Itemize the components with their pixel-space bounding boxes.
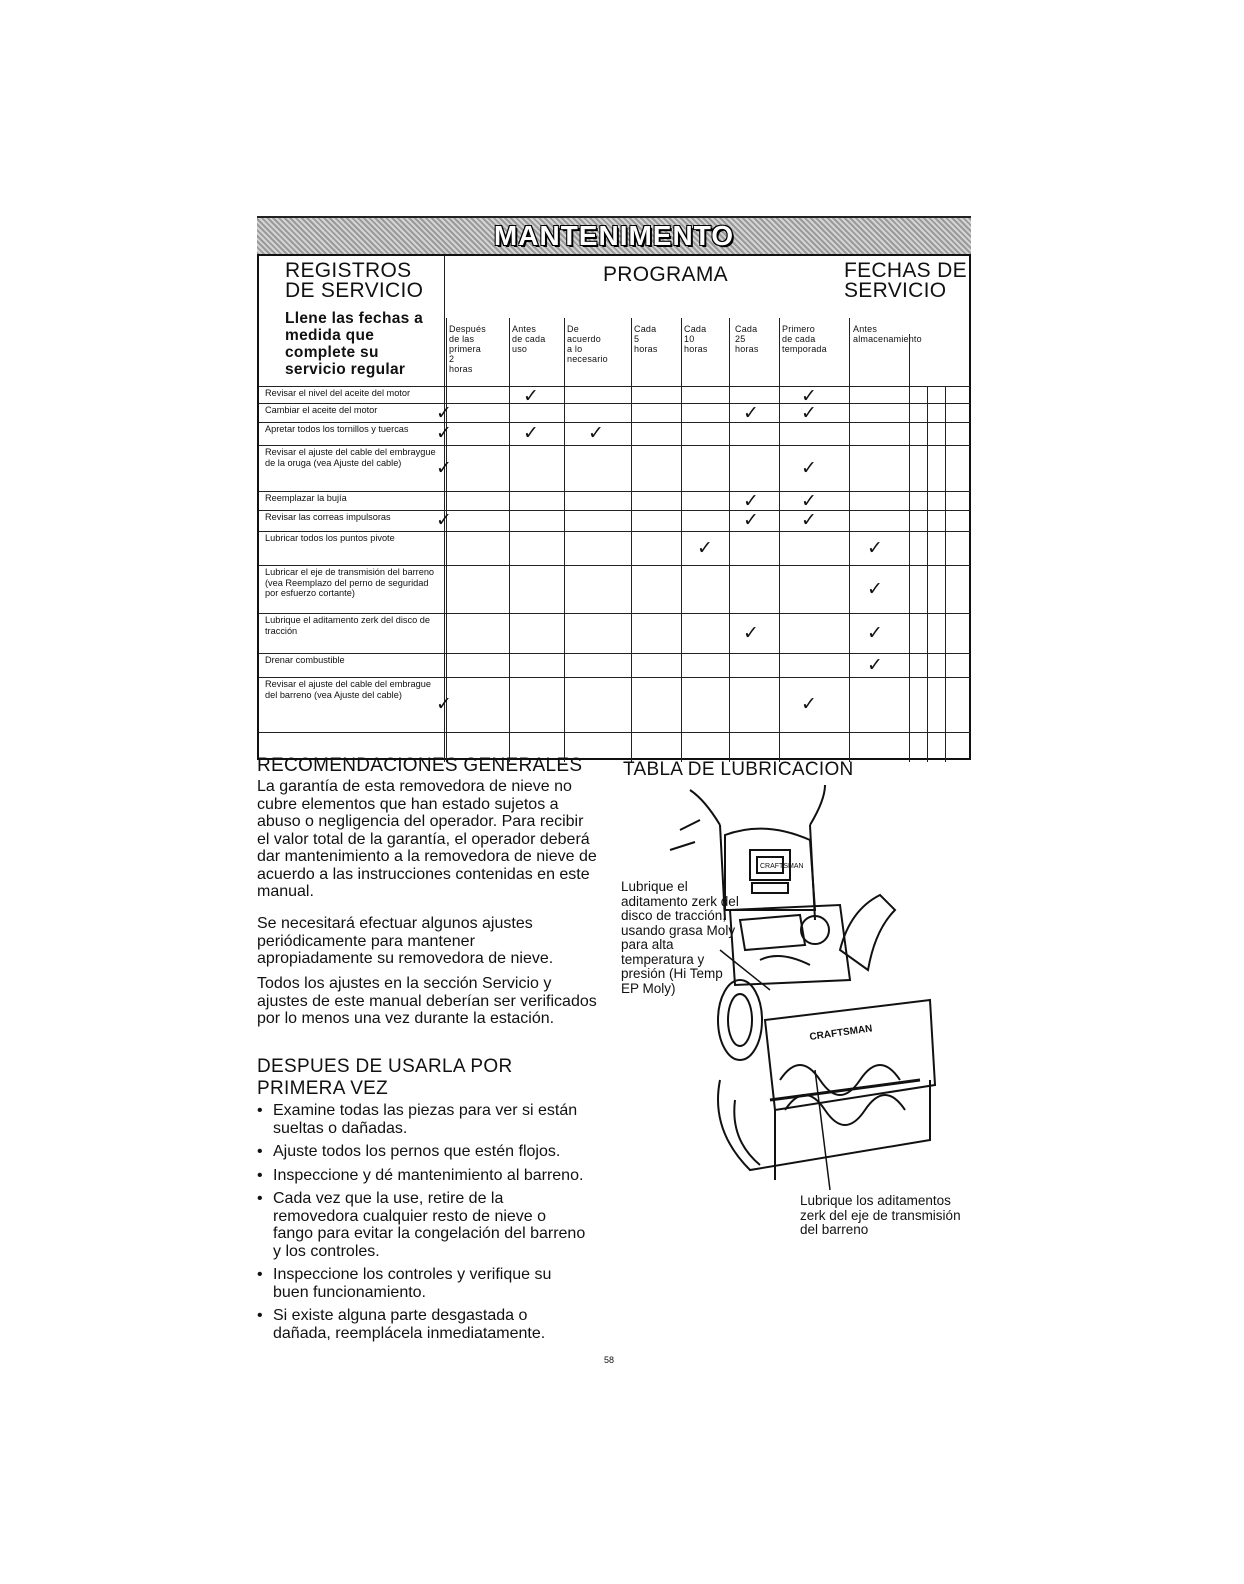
housing-brand: CRAFTSMAN <box>808 1023 874 1043</box>
table-divider <box>927 386 928 762</box>
check-mark: ✓ <box>436 403 452 424</box>
table-divider <box>564 318 565 762</box>
page-number: 58 <box>604 1355 615 1365</box>
despues-list <box>257 1102 587 1348</box>
despues-heading-2: PRIMERA VEZ <box>257 1078 389 1099</box>
recomendaciones-p1: La garantía de esta removedora de nieve no cubre elementos que han estado sujetos a abuso o negligencia del operador. Para recibir el valor total de la garantía, el operador deberá dar mantenimiento a la removedora de nieve de acuerdo a las instrucciones contenidas en este manual. <box>257 778 597 900</box>
check-mark: ✓ <box>867 578 883 600</box>
list-item: • Ajuste todos los pernos que estén flojos. <box>257 1143 587 1161</box>
check-mark: ✓ <box>867 622 883 644</box>
table-divider <box>259 732 971 733</box>
callout-eje-barreno: Lubrique los aditamentos zerk del eje de transmisión del barreno <box>800 1193 961 1237</box>
console-brand: CRAFTSMAN <box>760 863 804 870</box>
col-head-de-acuerdo: De acuerdo a lo necesario <box>567 324 608 364</box>
check-mark: ✓ <box>801 694 817 715</box>
check-mark: ✓ <box>867 654 883 676</box>
list-item: • Cada vez que la use, retire de la removedora cualquier resto de nieve o fango para evitar la congelación del barreno y los controles. <box>257 1190 587 1260</box>
check-mark: ✓ <box>523 423 539 444</box>
task-label: Revisar el ajuste del cable del embrague del barreno (vea Ajuste del cable) <box>265 679 431 700</box>
registros-heading: REGISTROS <box>285 259 412 282</box>
section-banner <box>257 216 971 256</box>
check-mark: ✓ <box>801 386 817 407</box>
table-divider <box>259 403 971 404</box>
table-divider <box>909 334 910 386</box>
col-head-despues-2-horas: Después de las primera 2 horas <box>449 324 486 374</box>
table-divider <box>729 318 730 762</box>
task-label: Lubricar todos los puntos pivote <box>265 533 395 543</box>
programa-heading: PROGRAMA <box>603 263 728 286</box>
check-mark: ✓ <box>697 537 713 559</box>
table-divider <box>779 318 780 762</box>
check-mark: ✓ <box>743 491 759 512</box>
check-mark: ✓ <box>436 510 452 531</box>
list-item: • Si existe alguna parte desgastada o dañada, reemplácela inmediatamente. <box>257 1307 587 1342</box>
col-head-antes-almacenamiento: Antes almacenamiento <box>853 324 922 344</box>
table-divider <box>444 256 445 762</box>
check-mark: ✓ <box>867 537 883 559</box>
despues-heading-1: DESPUES DE USARLA POR <box>257 1056 513 1077</box>
list-item: • Inspeccione los controles y verifique su buen funcionamiento. <box>257 1266 587 1301</box>
table-divider <box>681 318 682 762</box>
task-label: Lubrique el aditamento zerk del disco de tracción <box>265 615 430 636</box>
table-divider <box>259 531 971 532</box>
check-mark: ✓ <box>801 491 817 512</box>
callout-disco-traccion: Lubrique el aditamento zerk del disco de tracción, usando grasa Moly para alta temperatura y presión (Hi Temp EP Moly) <box>621 879 739 996</box>
col-head-primero-temporada: Primero de cada temporada <box>782 324 827 354</box>
check-mark: ✓ <box>801 510 817 531</box>
table-divider <box>509 318 510 762</box>
recomendaciones-heading: RECOMENDACIONES GENERALES <box>257 755 583 776</box>
table-divider <box>259 422 971 423</box>
check-mark: ✓ <box>436 423 452 444</box>
col-head-antes-cada-uso: Antes de cada uso <box>512 324 546 354</box>
table-divider <box>259 386 971 387</box>
table-divider <box>259 510 971 511</box>
check-mark: ✓ <box>743 510 759 531</box>
instructions: Llene las fechas a medida que complete su servicio regular <box>285 310 424 378</box>
task-label: Cambiar el aceite del motor <box>265 405 378 415</box>
task-label: Drenar combustible <box>265 655 345 665</box>
list-item: • Inspeccione y dé mantenimiento al barreno. <box>257 1167 587 1185</box>
col-head-cada-5-horas: Cada 5 horas <box>634 324 658 354</box>
section-title: MANTENIMENTO <box>493 220 735 251</box>
task-label: Lubricar el eje de transmisión del barreno (vea Reemplazo del perno de seguridad por esfuerzo cortante) <box>265 567 435 598</box>
col-head-cada-25-horas: Cada 25 horas <box>735 324 759 354</box>
task-label: Revisar el ajuste del cable del embraygue de la oruga (vea Ajuste del cable) <box>265 447 436 468</box>
table-divider <box>259 613 971 614</box>
snowblower-illustration <box>600 780 940 1200</box>
check-mark: ✓ <box>801 403 817 424</box>
de-servicio-heading: DE SERVICIO <box>285 279 424 302</box>
task-label: Revisar el nivel del aceite del motor <box>265 388 411 398</box>
table-divider <box>259 653 971 654</box>
check-mark: ✓ <box>523 386 539 407</box>
lubricacion-heading: TABLA DE LUBRICACION <box>623 759 854 780</box>
table-divider <box>631 318 632 762</box>
table-divider <box>849 318 850 762</box>
check-mark: ✓ <box>801 457 817 479</box>
table-divider <box>259 677 971 678</box>
task-label: Reemplazar la bujía <box>265 493 347 503</box>
table-divider <box>259 445 971 446</box>
col-head-cada-10-horas: Cada 10 horas <box>684 324 708 354</box>
fechas-heading: FECHAS DE <box>844 259 967 282</box>
check-mark: ✓ <box>436 457 452 479</box>
servicio-heading: SERVICIO <box>844 279 947 302</box>
check-mark: ✓ <box>743 622 759 644</box>
table-divider <box>945 386 946 762</box>
check-mark: ✓ <box>436 694 452 715</box>
task-label: Revisar las correas impulsoras <box>265 512 391 522</box>
recomendaciones-p2: Se necesitará efectuar algunos ajustes periódicamente para mantener apropiadamente su removedora de nieve. <box>257 915 554 967</box>
recomendaciones-p3: Todos los ajustes en la sección Servicio y ajustes de este manual deberían ser verificados por lo menos una vez durante la estación. <box>257 975 597 1027</box>
maintenance-table <box>257 254 971 760</box>
table-divider <box>259 565 971 566</box>
task-label: Apretar todos los tornillos y tuercas <box>265 424 409 434</box>
list-item: • Examine todas las piezas para ver si están sueltas o dañadas. <box>257 1102 587 1137</box>
check-mark: ✓ <box>743 403 759 424</box>
check-mark: ✓ <box>588 423 604 444</box>
table-divider <box>259 491 971 492</box>
table-divider <box>909 386 910 762</box>
